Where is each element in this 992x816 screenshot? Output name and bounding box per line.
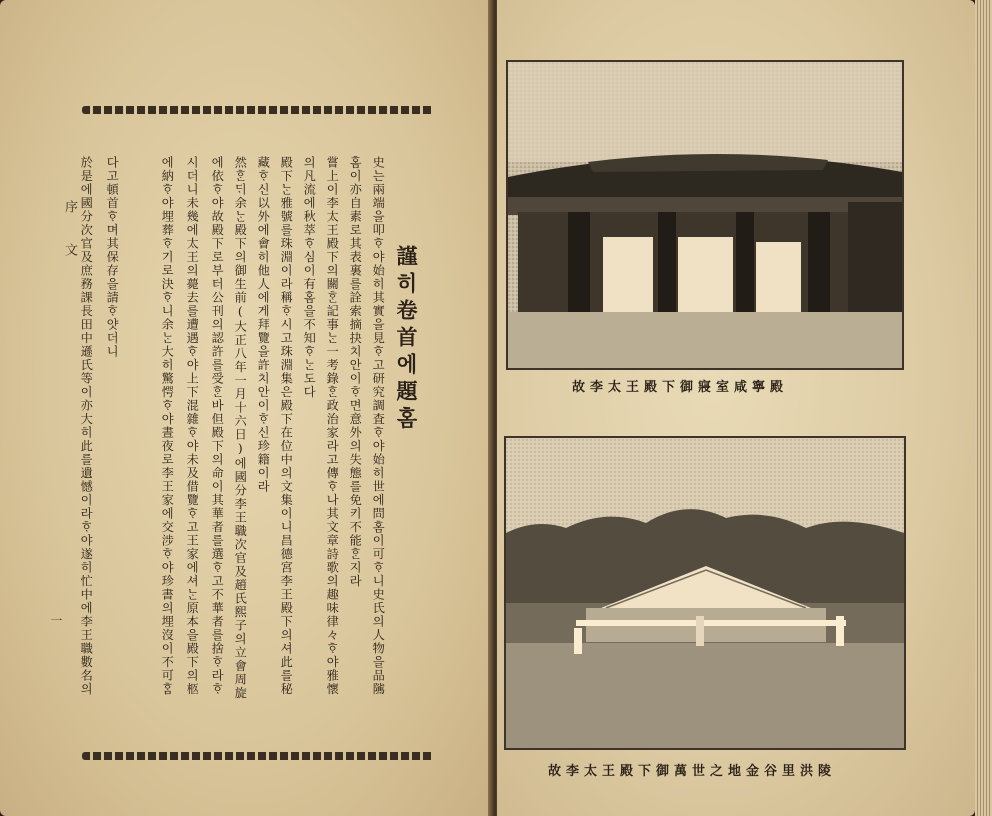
text-column: 에納ᄒᆞ야埋葬ᄒᆞ기로決ᄒᆞ니余ᄂᆞᆫ大히驚愕ᄒᆞ야晝夜로李王家에交涉ᄒᆞ야珍書의埋沒이不可ᄒᆞᆷ xyxy=(160,156,175,696)
bottom-ornamental-rule xyxy=(82,752,434,760)
royal-tomb-photo xyxy=(504,436,906,750)
text-column: 然ᄒᆞᆫᄃᆡ余ᄂᆞᆫ殿下의御生前(大正八年一月十六日)에國分李王職次官及趙氏熙子의立會周旋 xyxy=(233,156,248,700)
photo1-caption: 故李太王殿下御寢室咸寧殿 xyxy=(572,380,789,395)
photo2-caption: 故李太王殿下御萬世之地金谷里洪陵 xyxy=(548,764,837,779)
palace-gate-photo xyxy=(506,60,904,370)
text-column: 於是에國分次官及庶務課長田中遜氏等이亦大히此를遺憾이라ᄒᆞ야遂히忙中에李王職數名의 xyxy=(79,156,94,696)
left-page xyxy=(0,0,492,816)
top-ornamental-rule xyxy=(82,106,434,114)
page-edge xyxy=(975,0,992,816)
text-column: 藏ᄒᆞ신以外에會히他人에게拜覽을許치안이ᄒᆞ신珍籍이라 xyxy=(256,156,271,494)
page-number: 一 xyxy=(49,614,63,626)
text-column: 史는兩端을叩ᄒᆞ야始히其實을見ᄒᆞ고研究調査ᄒᆞ야始히世에問홈이可ᄒᆞ니史氏의人物을品隲 xyxy=(371,156,386,696)
text-column: 의凡流에秋萃ᄒᆞ심이有홈을不知ᄒᆞᄂᆞᆫ도다 xyxy=(302,156,317,399)
preface-title: 謹히卷首에題홈 xyxy=(394,245,419,434)
text-column: 다고頓首ᄒᆞ며其保存을請ᄒᆞ얏더니 xyxy=(105,156,120,359)
running-head: 序文 xyxy=(62,200,77,286)
text-column: 殿下ᄂᆞᆫ雅號를珠淵이라稱ᄒᆞ시고珠淵集은殿下在位中의文集이니昌德宮李王殿下의셔此를秘 xyxy=(279,156,294,696)
text-column: 홈이亦自素로其表裏를詮索摘抉치안이ᄒᆞ면意外의失態를免키不能ᄒᆞᆫ지라 xyxy=(348,156,363,588)
text-column: 嘗上이李太王殿下의關ᄒᆞᆫ記事ᄂᆞᆫ一考錄ᄒᆞᆫ政治家라고傳ᄒᆞ나其文章詩歌의趣味律々ᄒᆞ야雅懷 xyxy=(325,156,340,696)
text-column: 시더니未幾에太王의薨去를遭遇ᄒᆞ야上下混雜ᄒᆞ야未及借覽ᄒᆞ고王家에셔ᄂᆞᆫ原本을殿下의柩 xyxy=(185,156,200,696)
text-column: 에依ᄒᆞ야故殿下로부터公刊의認許를受ᄒᆞᆫ바但殿下의命이其華者를選ᄒᆞ고不華者를捨ᄒᆞ라ᄒᆞ xyxy=(210,156,225,696)
